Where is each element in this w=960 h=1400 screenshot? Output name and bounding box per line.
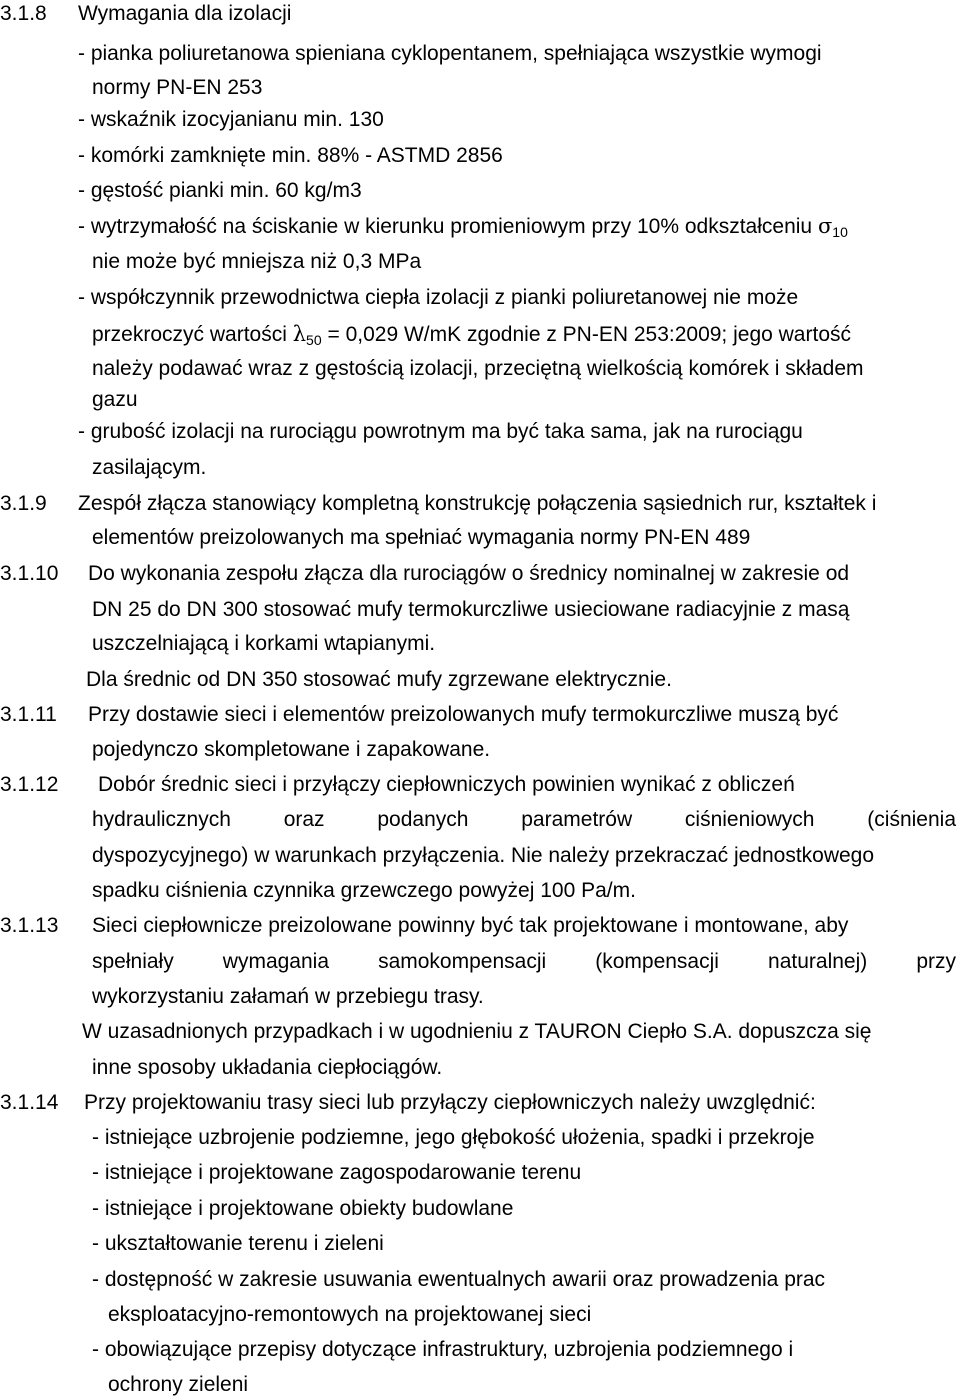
section-number-3-1-14: 3.1.14	[0, 1091, 59, 1114]
list-item: - istniejące i projektowane obiekty budowlane	[92, 1197, 514, 1220]
section-title-3-1-8: Wymagania dla izolacji	[78, 2, 292, 25]
section-number-3-1-11: 3.1.11	[0, 703, 57, 726]
text-line: dyspozycyjnego) w warunkach przyłączenia. Nie należy przekraczać jednostkowego	[92, 844, 875, 867]
text-segment: = 0,029 W/mK zgodnie z PN-EN 253:2009; jego wartość	[327, 323, 851, 346]
list-item: - obowiązujące przepisy dotyczące infrastruktury, uzbrojenia podziemnego i	[92, 1338, 794, 1361]
text-line: Zespół złącza stanowiący kompletną konstrukcję połączenia sąsiednich rur, kształtek i	[78, 492, 877, 515]
text-line: - współczynnik przewodnictwa ciepła izolacji z pianki poliuretanowej nie może	[78, 286, 799, 309]
text-line: - komórki zamknięte min. 88% - ASTMD 2856	[78, 144, 503, 167]
text-line: W uzasadnionych przypadkach i w ugodnieniu z TAURON Ciepło S.A. dopuszcza się	[82, 1020, 872, 1043]
text-line	[78, 212, 848, 240]
text-line: - wskaźnik izocyjanianu min. 130	[78, 108, 384, 131]
lambda-subscript: 50	[306, 332, 322, 348]
text-line: spełniały wymagania samokompensacji (kompensacji naturalnej) przy	[92, 950, 956, 973]
list-item-continuation: eksploatacyjno-remontowych na projektowanej sieci	[108, 1303, 592, 1326]
sigma-subscript: 10	[832, 224, 848, 240]
section-number-3-1-10: 3.1.10	[0, 562, 59, 585]
text-line: - gęstość pianki min. 60 kg/m3	[78, 179, 362, 202]
text-line: Przy projektowaniu trasy sieci lub przyłączy ciepłowniczych należy uwzględnić:	[84, 1091, 816, 1114]
text-line: należy podawać wraz z gęstością izolacji, przeciętną wielkością komórek i składem	[92, 357, 864, 380]
text-line: Przy dostawie sieci i elementów preizolowanych mufy termokurczliwe muszą być	[88, 703, 839, 726]
sigma-symbol: σ	[817, 214, 833, 238]
text-line: Dla średnic od DN 350 stosować mufy zgrzewane elektrycznie.	[86, 668, 672, 691]
text-line: DN 25 do DN 300 stosować mufy termokurczliwe usieciowane radiacyjnie z masą	[92, 598, 850, 621]
text-line: Dobór średnic sieci i przyłączy ciepłowniczych powinien wynikać z obliczeń	[98, 773, 795, 796]
text-line: - grubość izolacji na rurociągu powrotnym ma być taka sama, jak na rurociągu	[78, 420, 803, 443]
text-line	[92, 320, 851, 348]
list-item: - ukształtowanie terenu i zieleni	[92, 1232, 384, 1255]
text-line: normy PN-EN 253	[92, 76, 263, 99]
text-segment: przekroczyć wartości	[92, 323, 287, 346]
text-line: inne sposoby układania ciepłociągów.	[92, 1056, 443, 1079]
section-number-3-1-12: 3.1.12	[0, 773, 59, 796]
text-line: gazu	[92, 388, 138, 411]
list-item: - dostępność w zakresie usuwania ewentualnych awarii oraz prowadzenia prac	[92, 1268, 826, 1291]
text-line: wykorzystaniu załamań w przebiegu trasy.	[92, 985, 484, 1008]
section-number-3-1-13: 3.1.13	[0, 914, 59, 937]
text-line: - pianka poliuretanowa spieniana cyklopentanem, spełniająca wszystkie wymogi	[78, 42, 822, 65]
list-item-continuation: ochrony zieleni	[108, 1373, 249, 1396]
text-line: Sieci ciepłownicze preizolowane powinny być tak projektowane i montowane, aby	[92, 914, 849, 937]
list-item: - istniejące i projektowane zagospodarowanie terenu	[92, 1161, 582, 1184]
text-line: pojedynczo skompletowane i zapakowane.	[92, 738, 491, 761]
text-line: spadku ciśnienia czynnika grzewczego powyżej 100 Pa/m.	[92, 879, 636, 902]
text-line: Do wykonania zespołu złącza dla rurociągów o średnicy nominalnej w zakresie od	[88, 562, 850, 585]
text-line: zasilającym.	[92, 456, 207, 479]
text-line: uszczelniającą i korkami wtapianymi.	[92, 632, 436, 655]
text-line: nie może być mniejsza niż 0,3 MPa	[92, 250, 422, 273]
section-number-3-1-9: 3.1.9	[0, 492, 47, 515]
text-line: hydraulicznych oraz podanych parametrów ciśnieniowych (ciśnienia	[92, 808, 956, 831]
list-item: - istniejące uzbrojenie podziemne, jego głębokość ułożenia, spadki i przekroje	[92, 1126, 815, 1149]
text-segment: - wytrzymałość na ściskanie w kierunku promieniowym przy 10% odkształceniu	[78, 215, 813, 238]
text-line: elementów preizolowanych ma spełniać wymagania normy PN-EN 489	[92, 526, 751, 549]
lambda-symbol: λ	[292, 322, 307, 346]
section-number-3-1-8: 3.1.8	[0, 2, 47, 25]
